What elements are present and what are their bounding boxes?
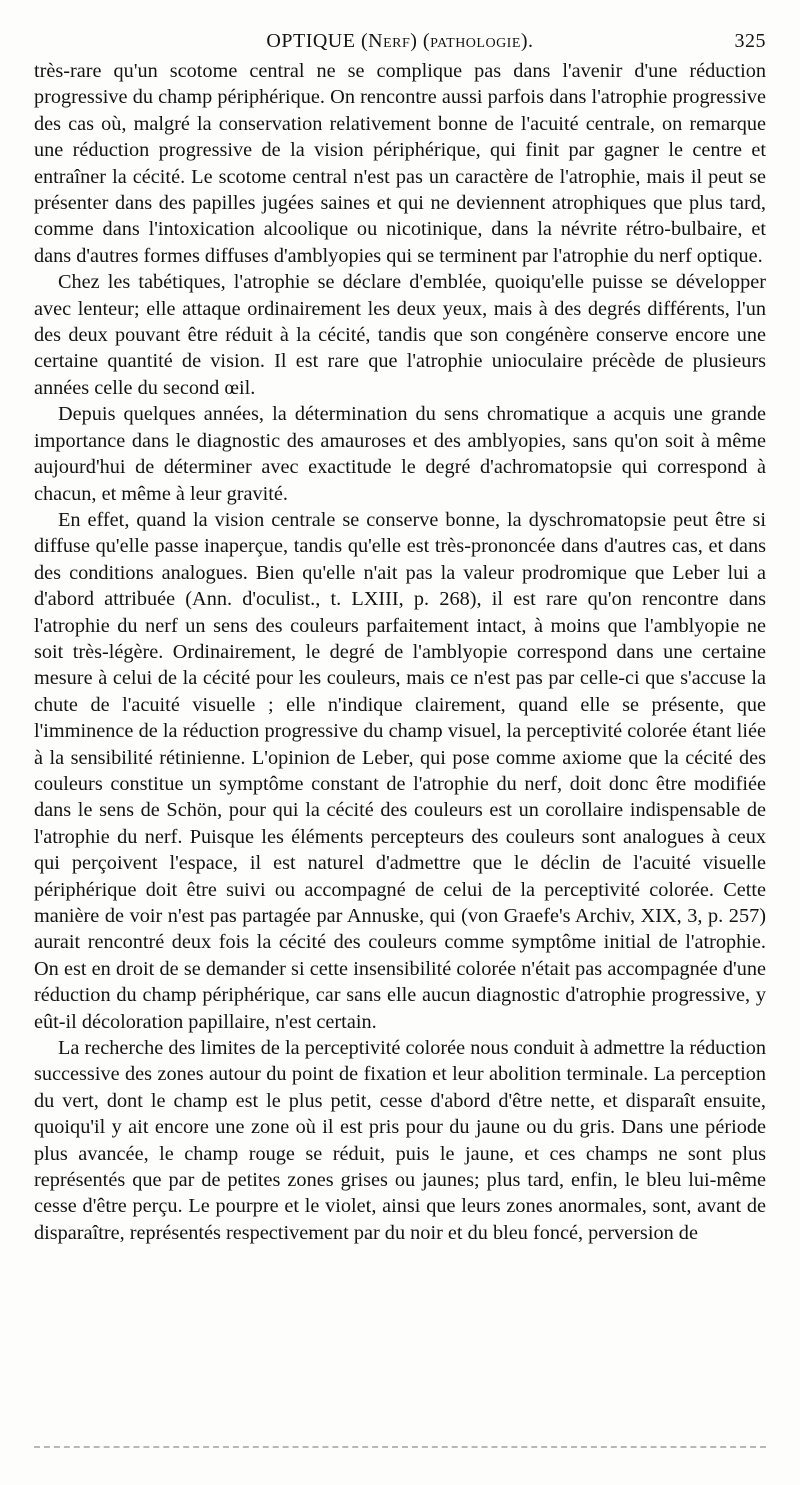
- body-text: [34, 58, 766, 1246]
- running-title-sub2: (pathologie).: [422, 30, 534, 52]
- paragraph-1: très-rare qu'un scotome central ne se complique pas dans l'avenir d'une réduction progressive du champ périphérique. On rencontre aussi parfois dans l'atrophie progressive des cas où, malgré la conservation relativement bonne de l'acuité centrale, on remarque une réduction progressive de la vision périphérique, qui finit par gagner le centre et entraîner la cécité. Le scotome central n'est pas un caractère de l'atrophie, mais il peut se présenter dans des papilles jugées saines et qui ne deviennent atrophiques que plus tard, comme dans l'intoxication alcoolique ou nicotinique, dans la névrite rétro-bulbaire, et dans d'autres formes diffuses d'amblyopies qui se terminent par l'atrophie du nerf optique.: [34, 60, 766, 267]
- running-title-main: OPTIQUE: [266, 30, 356, 52]
- book-page: [34, 26, 766, 1246]
- running-title-sub1: (Nerf): [360, 30, 418, 52]
- paragraph-5: La recherche des limites de la perceptivité colorée nous conduit à admettre la réduction successive des zones autour du point de fixation et leur abolition terminale. La perception du vert, dont le champ est le plus petit, cesse d'abord d'être nette, et disparaît ensuite, quoiqu'il y ait encore une zone où il est pris pour du jaune ou du gris. Dans une période plus avancée, le champ rouge se réduit, puis le jaune, et ces champs ne sont plus représentés que par de petites zones grises ou jaunes; plus tard, enfin, le bleu lui-même cesse d'être perçu. Le pourpre et le violet, ainsi que leurs zones anormales, sont, avant de disparaître, représentés respectivement par du noir et du bleu foncé, perversion de: [34, 1037, 766, 1244]
- running-title: [34, 30, 766, 53]
- footer-rule: [34, 1446, 766, 1448]
- running-head: [34, 26, 766, 58]
- paragraph-2: Chez les tabétiques, l'atrophie se déclare d'emblée, quoiqu'elle puisse se développer avec lenteur; elle attaque ordinairement les deux yeux, mais à des degrés différents, l'un des deux pouvant être réduit à la cécité, tandis que son congénère conserve encore une certaine quantité de vision. Il est rare que l'atrophie unioculaire précède de plusieurs années celle du second œil.: [34, 271, 766, 399]
- paragraph-3: Depuis quelques années, la détermination du sens chromatique a acquis une grande importance dans le diagnostic des amauroses et des amblyopies, sans qu'on soit à même aujourd'hui de déterminer avec exactitude le degré d'achromatopsie qui correspond à chacun, et même à leur gravité.: [34, 403, 766, 505]
- page-number: 325: [734, 30, 766, 52]
- paragraph-4: En effet, quand la vision centrale se conserve bonne, la dyschromatopsie peut être si diffuse qu'elle passe inaperçue, tandis qu'elle est très-prononcée dans d'autres cas, et dans des conditions analogues. Bien qu'elle n'ait pas la valeur prodromique que Leber lui a d'abord attribuée (Ann. d'oculist., t. LXIII, p. 268), il est rare qu'on rencontre dans l'atrophie du nerf un sens des couleurs parfaitement intact, à moins que l'amblyopie ne soit très-légère. Ordinairement, le degré de l'amblyopie correspond dans une certaine mesure à celui de la cécité pour les couleurs, mais ce n'est pas par celle-ci que s'accuse la chute de l'acuité visuelle ; elle n'indique clairement, quand elle se présente, que l'imminence de la réduction progressive du champ visuel, la perceptivité colorée étant liée à la sensibilité rétinienne. L'opinion de Leber, qui pose comme axiome que la cécité des couleurs constitue un symptôme constant de l'atrophie du nerf, doit donc être modifiée dans le sens de Schön, pour qui la cécité des couleurs est un corollaire indispensable de l'atrophie du nerf. Puisque les éléments percepteurs des couleurs sont analogues à ceux qui perçoivent l'espace, il est naturel d'admettre que le déclin de l'acuité visuelle périphérique doit être suivi ou accompagné de celui de la perceptivité colorée. Cette manière de voir n'est pas partagée par Annuske, qui (von Graefe's Archiv, XIX, 3, p. 257) aurait rencontré deux fois la cécité des couleurs comme symptôme initial de l'atrophie. On est en droit de se demander si cette insensibilité colorée n'était pas accompagnée d'une réduction du champ périphérique, car sans elle aucun diagnostic d'atrophie progressive, y eût-il décoloration papillaire, n'est certain.: [34, 508, 766, 1033]
